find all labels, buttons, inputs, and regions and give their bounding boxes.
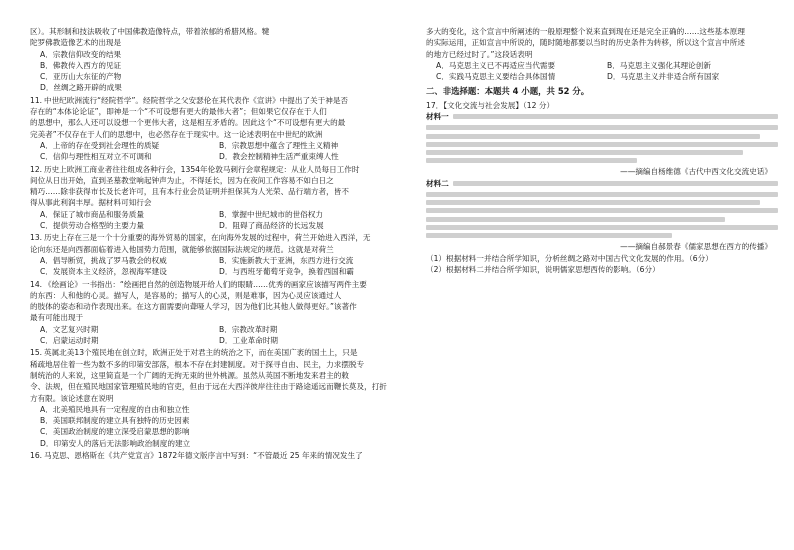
- text-line: 稀疏地居住着一些为数不多的印第安部落，根本不存在封建制度。对于探寻自由、民主，力求摆脱专: [30, 359, 365, 369]
- question-10-continued: [30, 26, 398, 94]
- material-label: 材料二: [426, 178, 449, 188]
- text-line: 最有可能出现于: [30, 313, 84, 323]
- text-line: [30, 164, 398, 175]
- option-row: [30, 255, 398, 266]
- option-row: [30, 324, 398, 335]
- sub-question-2: （2）根据材料二并结合所学知识，说明儒家思想西传的影响。（6分）: [426, 264, 660, 274]
- text-line: 区）。其形制和技法吸收了中国佛教造像特点，带着浓郁的希腊风格。犍: [30, 27, 270, 36]
- text-line: 陀罗佛教造像艺术的出现是: [30, 38, 122, 48]
- option-a: A．保证了城市商品和服务质量: [40, 209, 144, 219]
- question-17: [426, 100, 778, 275]
- question-13: [30, 232, 398, 277]
- option-d: D．阻碍了商品经济的长远发展: [219, 221, 324, 231]
- option-d: D．工业革命时期: [219, 336, 279, 346]
- text-line: 存在的“本体论论证”，即神是一个“不可设想有更大的最伟大者”；但如果它仅存在于人们: [30, 107, 327, 117]
- option-d: D．丝绸之路开辟的成果: [40, 83, 122, 93]
- text-line: 间位从日出开始，直到圣墓教堂响起钟声为止，不得延长，因为在夜间工作容易不如白日之: [30, 175, 334, 185]
- question-stem: 中世纪欧洲流行“经院哲学”。经院哲学之父安瑟伦在其代表作《宣讲》中提出了关于神是否: [44, 95, 349, 105]
- illegible-text-line: [453, 181, 778, 186]
- question-number: 14.: [30, 279, 43, 289]
- option-c: C．提供劳动合格型的主要力量: [40, 221, 145, 231]
- option-a: A．文艺复兴时期: [40, 324, 99, 334]
- option-d: D．印第安人的落后无法影响政治制度的建立: [40, 438, 191, 448]
- sub-question-1: （1）根据材料一并结合所学知识，分析丝绸之路对中国古代文化发展的作用。（6分）: [426, 253, 713, 263]
- text-line: 论向东还是向西都面临着进入他国势力范围，就能够依据国际法规定的规范。这就是对荷兰: [30, 244, 334, 254]
- option-row: [30, 220, 398, 231]
- material-1: [426, 111, 778, 122]
- option-d: D．教会控制精神生活严重束缚人性: [219, 152, 339, 162]
- material-2: [426, 178, 778, 189]
- text-line: 的东西：人和他的心灵。描写人，是容易的；描写人的心灵，则是难事，因为心灵应该通过人: [30, 290, 342, 300]
- right-column: [426, 26, 778, 276]
- illegible-text-line: [426, 134, 760, 139]
- option-row: [30, 335, 398, 346]
- question-header: 17．【文化交流与社会发展】（12 分）: [426, 100, 555, 110]
- text-line: 令、法规，但在殖民地国家管理殖民地的官吏，但由于远在大西洋彼岸往往由于路途遥远而鞭长莫及，打折: [30, 382, 387, 392]
- material-source: ——摘编自杨维德《古代中西文化交流史话》: [620, 167, 772, 177]
- question-12: [30, 164, 398, 232]
- illegible-text-line: [426, 217, 725, 222]
- illegible-text-line: [426, 142, 778, 147]
- option-d: D．马克思主义并非适合所有国家: [607, 72, 720, 82]
- option-c: C．美国政治制度的建立深受启蒙思想的影响: [40, 427, 190, 437]
- question-stem: 英属北美13个殖民地在创立时，欧洲正处于对君主的统治之下，而在美国广袤的国土上，只是: [44, 348, 358, 358]
- option-row: [30, 209, 398, 220]
- text-line: [30, 232, 398, 243]
- material-source: ——摘编自郝景春《儒家思想在西方的传播》: [620, 242, 772, 252]
- option-b: B．佛教传入西方的见证: [40, 60, 122, 70]
- option-a: A．北美殖民地具有一定程度的自由和独立性: [40, 404, 190, 414]
- option-a: A．倡导断贸，挑战了罗马教会的权威: [40, 255, 167, 265]
- text-line: 精巧……除非获得市长及长老许可，且有本行业会员证明并担保其为人光荣、品行端方者，皆不: [30, 187, 349, 197]
- question-stem: 马克思、恩格斯在《共产党宣言》1872年德文版序言中写到：“不管最近 25 年来的情况发生了: [44, 450, 363, 460]
- option-c: C．实践马克思主义要结合具体国情: [436, 72, 556, 82]
- question-stem: 历史上存在三是一个十分重要的海外贸易的国家，在向海外发展的过程中，荷兰开始进入西洋，无: [44, 233, 371, 243]
- option-a: A．上帝的存在受到社会理性的质疑: [40, 140, 160, 150]
- option-b: B．宗教思想中蕴含了理性主义精神: [219, 140, 339, 150]
- illegible-text-line: [426, 208, 778, 213]
- option-b: B．实施新教大于亚洲，东西方进行交流: [219, 255, 354, 265]
- option-c: C．信仰与理性相互对立不可调和: [40, 152, 152, 162]
- question-16: [30, 450, 398, 461]
- illegible-text-line: [426, 192, 778, 197]
- illegible-text-line: [426, 225, 778, 230]
- section-title: 二、非选择题：本题共 4 小题，共 52 分。: [426, 86, 590, 97]
- option-b: B．美国联邦制度的建立具有独特的历史因素: [40, 416, 190, 426]
- illegible-text-line: [426, 233, 672, 238]
- text-line: [30, 450, 398, 461]
- option-c: C．启蒙运动时期: [40, 336, 99, 346]
- option-c: C．亚历山大东征的产物: [40, 72, 122, 82]
- option-b: B．宗教改革时期: [219, 324, 278, 334]
- option-d: D．与西班牙葡萄牙竞争，换着西国和霸: [219, 267, 354, 277]
- text-line: 的肢体的姿态和动作表现出来。在这方面需要向聋哑人学习，因为他们比其他人做得更好。”该著作: [30, 302, 357, 312]
- question-16-continued: [426, 26, 778, 82]
- left-column: [30, 26, 398, 462]
- question-15: [30, 347, 398, 449]
- illegible-text-line: [426, 150, 743, 155]
- option-a: A．马克思主义已不再适应当代需要: [436, 60, 556, 70]
- material-label: 材料一: [426, 112, 449, 122]
- illegible-text-line: [453, 114, 778, 119]
- question-number: 15.: [30, 348, 43, 358]
- text-line: [30, 279, 398, 290]
- text-line: 的思想中，那么人还可以设想一个更伟大者，这是相互矛盾的。因此这个“不可设想有更大的最: [30, 118, 346, 128]
- question-number: 16.: [30, 450, 43, 460]
- text-line: 方有限。该论述意在说明: [30, 393, 114, 403]
- text-line: 的实际运用，正如宣言中所说的，随时随地都要以当时的历史条件为转移，所以这个宣言中所述: [426, 38, 745, 48]
- question-14: [30, 279, 398, 347]
- text-line: 的地方已经过时了。”这段话表明: [426, 49, 533, 59]
- option-row: [30, 266, 398, 277]
- option-row: [30, 151, 398, 162]
- question-stem: 历史上欧洲工商业者往往组成各种行会，1354年伦敦马刺行会章程规定：从业人员每日工作时: [44, 164, 360, 174]
- question-number: 13.: [30, 233, 43, 243]
- option-row: [426, 60, 778, 71]
- text-line: [30, 95, 398, 106]
- illegible-text-line: [426, 158, 637, 163]
- text-line: 得从事此利润丰厚。据材料可知行会: [30, 198, 152, 208]
- text-line: 制统治的人来说，这里简直是一个广阔的无拘无束的世外桃源。虽然从英国不断地发来君主的敕: [30, 370, 349, 380]
- illegible-text-line: [426, 200, 760, 205]
- text-line: 完美者”不仅存在于人们的思想中，也必然存在于现实中。这一论述表明在中世纪的欧洲: [30, 129, 323, 139]
- text-line: [30, 347, 398, 358]
- option-row: [426, 71, 778, 82]
- question-number: 12.: [30, 164, 43, 174]
- question-number: 11.: [30, 95, 43, 105]
- text-line: 多大的变化，这个宣言中所阐述的一般原理整个说来直到现在还是完全正确的……这些基本原理: [426, 27, 745, 36]
- option-c: C．发展资本主义经济，忽视海军建设: [40, 267, 167, 277]
- option-b: B．马克思主义强化其理论创新: [607, 60, 711, 70]
- question-stem: 《绘画论》一书指出：“绘画把自然的创造物展开给人们的眼睛……优秀的画家应该描写两件主要: [44, 279, 367, 289]
- question-11: [30, 95, 398, 163]
- illegible-text-line: [426, 125, 778, 130]
- option-row: [30, 140, 398, 151]
- option-b: B．掌握中世纪城市的世俗权力: [219, 209, 323, 219]
- option-a: A．宗教信仰改变的结果: [40, 49, 122, 59]
